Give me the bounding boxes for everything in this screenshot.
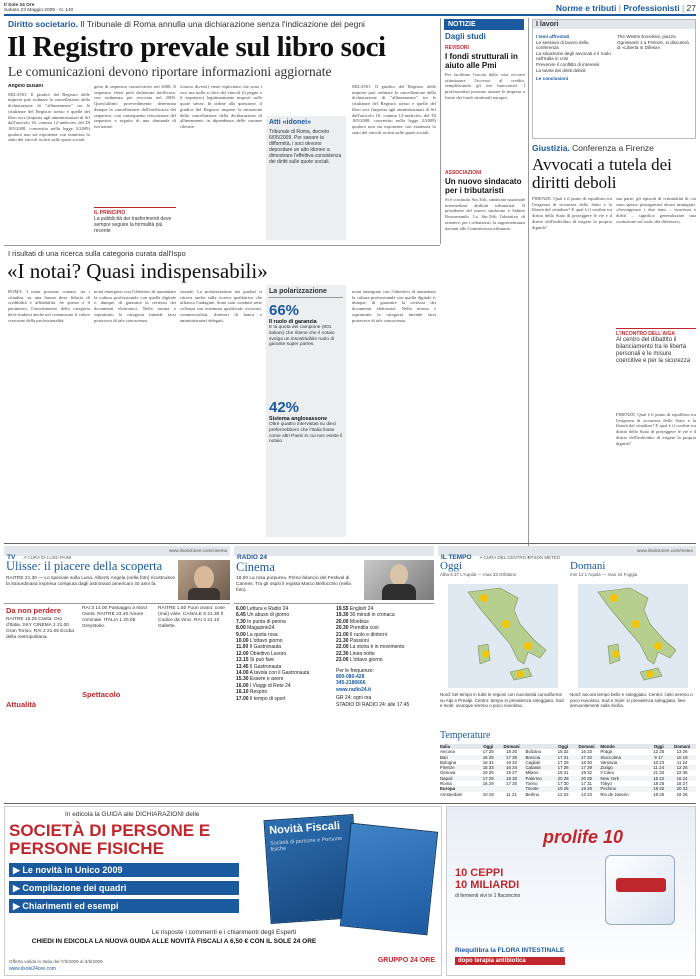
temp-value: 10 19: [482, 791, 494, 797]
ad-book-title: Novità Fiscali: [268, 819, 341, 837]
lavori-left-title: I temi affrontati: [536, 34, 570, 39]
radio-band: [234, 546, 434, 561]
temp-title: Temperature: [440, 730, 491, 741]
temp-value: 20 28: [557, 775, 569, 781]
lavori-concl: Le conclusioni: [536, 76, 569, 82]
temp-value: 17 28: [482, 749, 494, 755]
tv-listing-2: RAI 3 14.00 Passaggio a Nord Ovest. RAITRE 23.40 Amore criminale. ITALIA 1 20.05 Greystoke.: [82, 606, 147, 629]
temp-table: [440, 744, 696, 797]
temp-value: 19 32: [653, 786, 665, 792]
temp-value: 18 30: [581, 759, 592, 765]
temp-value: 15 32: [557, 749, 569, 755]
temp-city: Tokyo: [600, 781, 612, 787]
principio-title: IL PRINCIPIO: [94, 210, 126, 216]
lead-body-3: fossero diversi) viene esplicitato che sono i soci ma nulla si dice dei vincoli (il pegno e il sequestro) legittimamente imposti sulle quote stesse. In ordine alla questione, il giudice del Registro impone la rimozione della cancellazione della dichiarazione di allineamento in dipendenza delle carenze rilevate.: [180, 84, 262, 129]
meteo-today-sub: Alba 5.37 L'Aquila — max 33 Orbitano: [440, 572, 517, 577]
radio-phone[interactable]: 800-080-428: [336, 674, 365, 681]
temp-city: Trieste: [525, 786, 539, 792]
meteo-band: [438, 546, 696, 561]
temp-value: 20 33: [676, 786, 688, 792]
ad-bottom-1: Le risposte i commenti e i chiarimenti degli Esperti: [151, 929, 297, 936]
tv-listing-1: RAITRE 15.25 Civiltà: Oro d'Italia. SKY CINEMA 1 21.00 Gran Torino. RAI 2 21.05 Ecuba della metropolitana.: [6, 617, 74, 640]
subsection-title: Professionisti: [623, 3, 680, 13]
radio-slot: 13.15 Si può fare: [236, 657, 275, 664]
ad-bullet-3: ▶ Chiarimenti ed esempi: [9, 899, 239, 913]
radio-slot: 7.30 In punta di penna: [236, 618, 286, 625]
giustizia-headline: Avvocati a tutela dei diritti deboli: [532, 155, 672, 192]
pct-1: 66%: [269, 302, 300, 319]
temp-value: 17 28: [557, 765, 569, 771]
radio-slot: 17.00 Il tempo di sport: [236, 695, 286, 702]
lead-body-2: getto di sequestro conservativo nel 2008. Il sequestro viene però dichiarato inefficace, con ordinanza poi revocata nel 2009. Quest'ultimo provvedimento determina dunque la cancellazione dell'inefficacia del sequestro, con conseguente reiscrizione del sequestro a seguito di una domanda di iscrizione.: [94, 84, 176, 129]
temp-city: Berlino: [525, 791, 540, 797]
temp-value: 19 26: [482, 770, 494, 776]
radio-slot: 6.00 Lettura e Radio 24: [236, 606, 289, 612]
radio-slot: 16.00 I Viaggi di Rete 24: [236, 682, 291, 689]
temp-city: Palermo: [525, 775, 542, 781]
spettacolo-title: Spettacolo: [82, 690, 121, 699]
pct-2: 42%: [269, 399, 300, 416]
ricerca-headline: «I notai? Quasi indispensabili»: [7, 259, 268, 283]
atti-title: Atti «idonei»: [269, 119, 312, 126]
aiga-box: [616, 328, 696, 408]
lead-body-4-text: MILANO. Il giudice del Registro delle imprese può ordinare la cancellazione della dichiarazione di "allineamento" tra le risultanze del Registro stesso e quelle del libro soci (imposta agli amministratori di Srl dall'articolo 16, comma 12-undecies, del Dl 185/2008, convertito nella legge 2/2009) qualora non sia esponente con esattezza lo stato dei vincoli iscritti sulle quote sociali.: [352, 84, 436, 135]
prolife-miliardi: 10 MILIARDI: [455, 879, 520, 891]
temp-value: 19 32: [506, 759, 518, 765]
temp-value: 16 34: [506, 765, 518, 771]
tv-listing-3: RAITRE 1.50 Fuori orario: cose (mai) viste. CANALE 5 21.30 Il Codice da Vinci. RAI 4 21.10 Gallette.: [158, 606, 225, 629]
temp-value: 19 32: [581, 770, 592, 776]
temp-value: 10 19: [676, 754, 688, 760]
temp-value: 17 30: [506, 754, 518, 760]
principio-box: [94, 207, 176, 240]
tv-title: Ulisse: il piacere della scoperta: [6, 559, 163, 573]
temp-value: 10 23: [653, 759, 665, 765]
radio-web[interactable]: www.radio24.it: [336, 686, 372, 693]
meteo-text-today: Nord: bel tempo in tutte le regioni con nuvolosità cumuliforme su Alpi e Prealpi. Centro: tempo in prevalenza soleggiato. Sud e Isole: ovunque sereno o poco nuvoloso.: [440, 692, 564, 708]
ad-gruppo: GRUPPO 24 ORE: [377, 957, 435, 964]
radio-schedule-left: [236, 606, 332, 702]
temp-value: 16 29: [482, 754, 494, 760]
prolife-flora: Riequilibra la FLORA INTESTINALE: [455, 947, 565, 954]
radio-slot: 20.30 Prendila così: [336, 625, 379, 632]
radio-stadio: STADIO DI RADIO 24: alle 17.45: [336, 701, 410, 708]
notizie-text-2: Si è costituito Sin.Trib, sindacato nazionale intermediari abilitati tributaristi. Il presidente del nuovo sindacato è Sabino Rossomando. Lo Sin.Trib l'obiettivo di ottenere, per i tributaristi, la rappresentanza davanti alle Commissioni tributarie.: [445, 197, 525, 231]
lead-kicker-label: Diritto societario.: [8, 19, 78, 29]
paper-name: Il Sole 24 Ore: [4, 3, 35, 8]
radio-slot: 21.30 Passioni: [336, 638, 369, 645]
temp-value: 19 27: [506, 770, 518, 776]
lavori-item-3: Prevenire il conflitto di interessi: [536, 61, 600, 67]
notizie-title-1: I fondi strutturali in aiuto alle Pmi: [445, 52, 518, 70]
temp-city: Rio de Janeiro: [600, 791, 629, 797]
prolife-ceppi: 10 CEPPI: [455, 867, 504, 879]
lead-body-1: MILANO. Il giudice del Registro delle imprese può ordinare la cancellazione della dichiarazione di "allineamento" tra le risultanze del Registro stesso e quelle del libro soci (imposta agli amministratori di Srl dall'articolo 16, comma 12-undecies, del Dl 185/2008, convertito nella legge 2/2009) qualora non sia esponente con esattezza lo stato dei vincoli iscritti sulle quote sociali.: [8, 91, 90, 143]
lead-headline: Il Registro prevale sul libro soci: [7, 31, 386, 63]
temp-city: Cagliari: [525, 759, 541, 765]
temp-value: 17 29: [581, 765, 592, 771]
temp-value: 12 23: [581, 791, 592, 797]
radio-slot: 11.00 Il Gastronauta: [236, 644, 282, 651]
lavori-left: [536, 34, 612, 82]
ricerca-col-3: sionale. La polarizzazione nei giudizi si ritrova anche sulla ricerca qualitativa che affianca l'indagine. Sono stati condotti sette colloqui con testimoni qualificati: avvocati, commercialisti, direttori di banca e amministratori delegati.: [180, 289, 262, 323]
temp-city: Firenze: [440, 765, 455, 771]
temp-value: 11 24: [676, 759, 688, 765]
prolife-bottle: [605, 855, 675, 925]
radio-slot: 8.00 Magazine24: [236, 625, 275, 632]
ad-url[interactable]: www.ilsole24ore.com: [9, 966, 56, 972]
notizie-text-1: Per facilitare l'uscita dalla crisi occorre ottimizzare l'accesso al credito, semplificando gli iter burocratici. I professionisti possono aiutare le imprese a fruire dei fondi strutturali europei.: [445, 72, 525, 100]
tv-intro: RAITRE 21.30 — Lo speciale sulla Luna. Alberto Angela (nella foto) ricostruisce la straordinaria impresa compiuta dagli astronauti americani 40 anni fa.: [6, 576, 176, 587]
temp-value: 17 31: [581, 781, 592, 787]
temp-value: 17 32: [581, 754, 592, 760]
lead-body-4: [352, 84, 436, 240]
notizie-title-2: Un nuovo sindacato per i tributaristi: [445, 177, 522, 195]
temp-value: 21 34: [653, 770, 665, 776]
notizie-item-1: [445, 45, 525, 182]
pct-2-text: Oltre quattro intervistati su dieci preferirebbero che l'Italia fosse come altri Paesi in cui non esiste il notaio: [269, 422, 343, 445]
lavori-band: I lavori: [533, 20, 695, 29]
temp-value: 18 30: [506, 775, 518, 781]
radio-slot: 12.00 Obiettivo Lavoro: [236, 650, 287, 657]
giustizia-col-2: sua parte, gli episodi di criminalità di cui sono spesso protagonisti alcuni immigrati. «Sovrapporre i due temi – sicurezza e diritti – significa generalizzare una confusione sul ruolo dei difensori».: [616, 196, 696, 224]
page-number: 27: [686, 3, 696, 13]
temp-city: Il Cairo: [600, 770, 615, 776]
lead-kicker: [8, 19, 438, 29]
temp-value: 17 29: [557, 759, 569, 765]
ad-title: SOCIETÀ DI PERSONE E PERSONE FISICHE: [9, 821, 211, 858]
radio-slot: 13.45 Il Gastronauta: [236, 663, 282, 670]
temp-value: 22 35: [676, 770, 688, 776]
radio-sms[interactable]: 345-2186666: [336, 680, 366, 687]
notizie-sub: Dagli studi: [445, 32, 486, 41]
arrow-icon: ▶: [13, 883, 23, 893]
temp-city: Bologna: [440, 759, 457, 765]
principio-text: La pubblicità dei trasferimenti deve sempre seguire la formalità più recente: [94, 216, 172, 234]
temp-city: Catania: [525, 765, 541, 771]
ad-bullet-1: ▶ Le novità in Unico 2009: [9, 863, 239, 877]
temp-value: 18 31: [557, 770, 569, 776]
lavori-right: The Westin Excelsior, piazza Ognissanti 1 a Firenze, si discuterà di «Libertà in Difesa».: [617, 34, 689, 51]
lead-subhead: Le comunicazioni devono riportare informazioni aggiornate: [8, 64, 332, 79]
arrow-icon: ▶: [13, 865, 23, 875]
prolife-fermenti: di fermenti vivi in 1 flaconcino: [455, 893, 521, 899]
temp-city: Pechino: [600, 786, 617, 792]
temp-city: Milano: [525, 770, 539, 776]
tv-author: A CURA DI LUIGI PAINI: [23, 555, 72, 560]
non-perdere-title: Da non perdere: [6, 606, 62, 615]
tv-site: www.ilsole24ore.com/cinema: [168, 548, 227, 553]
radio-freq-label: Per le frequenze:: [336, 667, 375, 674]
radio-band-title: RADIO 24: [237, 554, 267, 561]
atti-text: Tribunale di Roma, decreto 6/05/2009. Per sanare la difformità, i soci devono depositare un atto idoneo a dimostrare l'effettiva consistenza dei diritti sulle quote sociali.: [269, 129, 342, 165]
temp-city: Genova: [440, 770, 456, 776]
temp-city: Europa: [440, 786, 456, 792]
meteo-tomorrow-label: Domani: [570, 560, 606, 572]
temp-value: 16 29: [482, 781, 494, 787]
ricerca-col-4: notai emergono con l'obiettivo di aumentare la cultura professionale con quella digitale e, dunque, di garantire la certezza dei documenti elettronici. Nella norma e soprattutto la categoria intende farsi portavoce di tale conoscenza.: [352, 289, 436, 323]
temp-value: 17 31: [557, 754, 569, 760]
temp-city: Bari: [440, 754, 448, 760]
lavori-item-2: La situazione degli avvocati e il ruolo nell'Italia in crisi: [536, 50, 611, 62]
pct-1-title: Il ruolo di garanzia: [269, 319, 317, 325]
ad-guida[interactable]: [4, 806, 442, 976]
temp-value: 18 27: [676, 781, 688, 787]
temp-value: 11 21: [506, 791, 517, 797]
radio-intro: 18.00 La rosa purpurea. Primo bilancio del Festival di Cannes. Tra gli ospiti il regista Marco Bellocchio (nella foto).: [236, 576, 351, 593]
notizie-label-1: REVISORI: [445, 45, 469, 51]
tv-band: [4, 546, 230, 561]
temp-value: 19 28: [557, 786, 569, 792]
temp-city: Praga: [600, 749, 613, 755]
radio-slot: 21.00 Il ruolo e dintorni: [336, 631, 387, 638]
temp-city: Stoccolma: [600, 754, 621, 760]
atti-box: [266, 116, 346, 240]
notizie-label-2: ASSOCIAZIONI: [445, 170, 482, 176]
temp-city: New York: [600, 775, 619, 781]
radio-slot: 19.55 English 24: [336, 606, 374, 612]
radio-slot: 23.00 L'ottavo giorno: [336, 657, 383, 664]
ricerca-col-1: ROMA. I notai possono contare, tra i cittadini, su una buona dose fiducia di credibilità e affidabilità. Se questo è il parametro, l'investimento della categoria deve tradursi anche nel comunicare il valore crescente della professionalità.: [8, 289, 90, 323]
radio-slot: 6.45 Un abuso di giorno: [236, 612, 290, 619]
radio-slot: 14.00 A tavola con il Gastronauta: [236, 670, 310, 677]
tv-band-title: TV: [7, 554, 16, 561]
ad-prolife[interactable]: [446, 806, 696, 976]
radio-slot: 16.10 Respiro: [236, 689, 268, 696]
giustizia-col-2b: FIRENZE. Qual è il punto di equilibrio tra l'esigenza di sicurezza dello Stato e la libertà del cittadino? E qual è il confine tra diritto dello Stato di proteggere le vie e il diritto dell'individuo di esigere la propria dignità?: [616, 412, 696, 446]
arrow-icon: ▶: [13, 901, 23, 911]
radio-slot: 22.00 La storia è in movimento: [336, 644, 405, 651]
radio-cinema-title: Cinema: [236, 560, 275, 574]
giustizia-kicker: [532, 143, 696, 153]
polarizzazione-box: [266, 285, 346, 537]
temp-value: 12 25: [676, 765, 688, 771]
temp-value: 18 30: [506, 749, 518, 755]
pct-2-title: Sistema anglosassone: [269, 416, 328, 422]
issue-date: Sabato 23 Maggio 2009 - N. 140: [4, 8, 74, 13]
polarizzazione-title: La polarizzazione: [269, 288, 343, 298]
meteo-today-label: Oggi: [440, 560, 462, 572]
lavori-box: [532, 19, 696, 139]
radio-slot: 20.00 Moebius: [336, 618, 369, 625]
temp-value: 19 29: [581, 786, 592, 792]
temp-value: 17 29: [482, 775, 494, 781]
temp-value: 15 22: [653, 775, 665, 781]
notizie-item-2: [445, 170, 525, 537]
attualita-title: Attualità: [6, 700, 36, 709]
ricerca-kicker: I risultati di una ricerca sulla categoria curata dall'Ispo: [8, 249, 186, 258]
temp-city: Roma: [440, 781, 452, 787]
temp-value: 13 26: [676, 749, 688, 755]
ad-book-2: [340, 823, 438, 936]
temp-value: 11 24: [653, 765, 665, 771]
temp-value: 12 25: [653, 749, 665, 755]
temp-city: Varsavia: [600, 759, 618, 765]
radio-photo: [364, 560, 434, 600]
lead-author: Angelo Busani: [8, 84, 44, 89]
masthead: Il Sole 24 Ore Sabato 23 Maggio 2009 - N. 140 Norme e tributi | Professionisti | 27: [4, 3, 696, 13]
temp-value: 15 33: [482, 765, 494, 771]
aiga-title: L'INCONTRO DELL'AIGA: [616, 331, 676, 337]
temp-city: Zurigo: [600, 765, 613, 771]
lavori-item-1: Le sessioni di lavoro della conferenza: [536, 39, 589, 51]
ad-bottom-3: Offerta valida in Italia dal 7/5/2009 al 3/6/2009: [9, 959, 103, 964]
radio-schedule-right: [336, 606, 434, 708]
temp-value: 17 30: [557, 781, 569, 787]
meteo-today: [440, 560, 566, 577]
temp-value: 12 22: [557, 791, 569, 797]
ad-top: In edicola la GUIDA alle DICHIARAZIONI delle: [65, 811, 200, 818]
temp-value: 16 33: [581, 749, 592, 755]
italy-map-today: [448, 584, 558, 688]
tv-photo: [178, 560, 230, 600]
lavori-item-4: La tutela dei diritti deboli: [536, 67, 586, 73]
lead-kicker-text: Il Tribunale di Roma annulla una dichiarazione senza l'indicazione dei pegni: [80, 19, 365, 29]
meteo-tomorrow: [570, 560, 696, 577]
radio-slot: 19.30 30 minuti in cronaca: [336, 612, 395, 619]
radio-slot: 9.00 La quota rosa: [236, 631, 278, 638]
meteo-site: www.ilsole24ore.com/meteo: [636, 548, 693, 553]
meteo-tomorrow-sub: min 12 L'Aquila — max 34 Foggia: [570, 572, 638, 577]
lead-col-1: [8, 84, 90, 240]
temp-value: 17 30: [506, 781, 518, 787]
ricerca-col-2: notai emergono con l'obiettivo di aumentare la cultura professionale con quella digitale e, dunque, di garantire la certezza dei documenti elettronici. Nella norma e soprattutto la categoria intende farsi portavoce di tale conoscenza.: [94, 289, 176, 323]
temp-value: 18 31: [482, 759, 494, 765]
italy-map-tomorrow: [578, 584, 688, 688]
meteo-text-tomorrow: Nord: ancora tempo bello e soleggiato. Centro: cielo sereno o poco nuvoloso. Sud e Isole: in prevalenza soleggiato, lievi annuvolamenti sulla Sicilia.: [570, 692, 693, 708]
temp-header-row: Italia Oggi Domani Oggi Domani Mondo Oggi Domani: [440, 744, 696, 749]
temp-city: Napoli: [440, 775, 453, 781]
giustizia-kicker-text: Conferenza a Firenze: [572, 143, 654, 153]
temp-city: Amsterdam: [440, 791, 463, 797]
temp-city: Bolzano: [525, 749, 542, 755]
ad-bottom-2: CHIEDI IN EDICOLA LA NUOVA GUIDA ALLE NOVITÀ FISCALI A 6,50 € CON IL SOLE 24 ORE: [31, 938, 317, 945]
temp-value: 16 24: [676, 775, 688, 781]
radio-slot: 10.00 L'ottavo giorno: [236, 638, 283, 645]
radio-contacts: [336, 668, 434, 708]
giustizia-kicker-label: Giustizia.: [532, 143, 570, 153]
notizie-band: NOTIZIE: [444, 19, 524, 30]
temp-city: Brescia: [525, 754, 541, 760]
radio-gr: GR 24: ogni ora: [336, 695, 372, 702]
meteo-band-title: IL TEMPO: [441, 554, 472, 561]
temp-value: 18 25: [653, 791, 665, 797]
temp-city: Ancona: [440, 749, 455, 755]
radio-slot: 22.30 Linea notte: [336, 650, 375, 657]
temp-value: 9 17: [654, 754, 663, 760]
aiga-text: Al centro del dibattito il bilanciamento tra le libertà personali e le misure coercitive e per la sicurezza: [616, 337, 691, 364]
temp-row: [440, 792, 696, 797]
temp-value: 18 25: [653, 781, 665, 787]
meteo-author: A CURA DEL CENTRO EPSON METEO: [479, 555, 561, 560]
radio-slot: 15.30 Essere e avere: [236, 676, 284, 683]
prolife-dopo: dopo terapia antibiotica: [455, 957, 565, 965]
prolife-logo: prolife 10: [543, 827, 624, 847]
ad-bullet-2: ▶ Compilazione dei quadri: [9, 881, 239, 895]
temp-city: Torino: [525, 781, 538, 787]
giustizia-col-1: FIRENZE. Qual è il punto di equilibrio tra l'esigenza di sicurezza dello Stato e la libertà del cittadino? E qual è il confine tra diritto dello Stato di proteggere le vie e il diritto dell'individuo di esigere la propria dignità?: [532, 196, 612, 230]
section-title: Norme e tributi: [555, 3, 617, 13]
temp-value: 20 29: [581, 775, 592, 781]
pct-1-text: È la quota del campione (801 italiani) che ritiene che il notaio svolga un insostituibile ruolo di garante super partes.: [269, 325, 335, 348]
temp-value: 19 26: [676, 791, 688, 797]
ad-book-sub: Società di persone e Persone fisiche: [269, 835, 343, 853]
